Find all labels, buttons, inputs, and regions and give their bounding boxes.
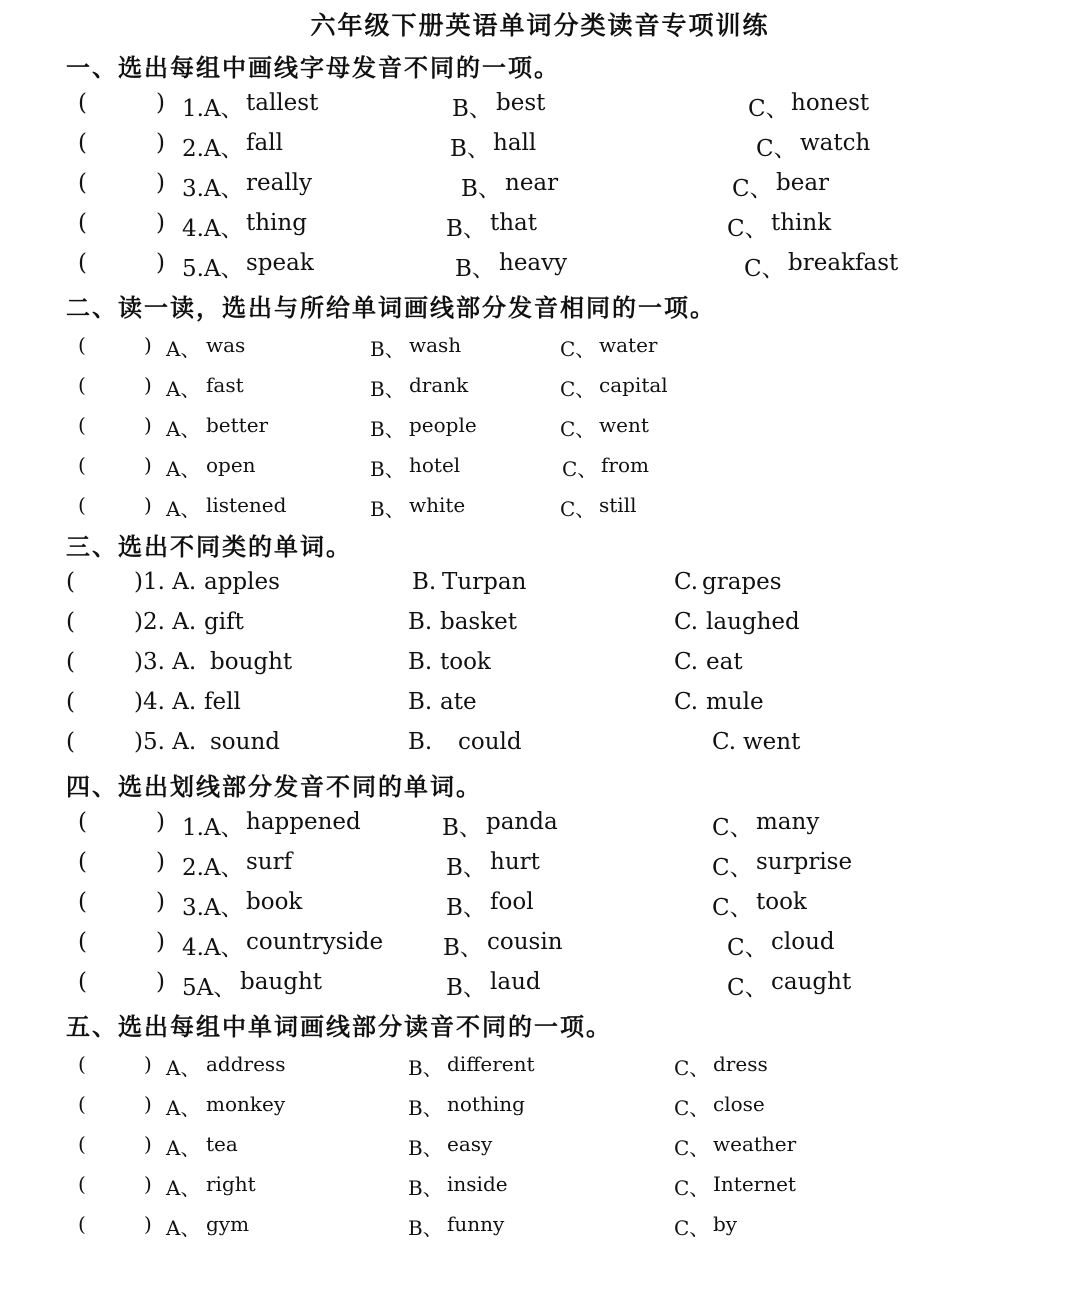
option-b-label: B、 [446,895,486,921]
answer-paren-open: ( [66,729,75,755]
question-row [0,1092,1080,1128]
option-c-label: C、 [560,417,596,441]
option-b: that [490,210,538,236]
answer-paren-open: ( [66,649,75,675]
option-b: wash [409,333,462,357]
option-c-label: C、 [674,1176,710,1200]
option-b-label: B、 [446,975,486,1001]
question-row [0,1172,1080,1208]
question-number: )5. A. [134,729,197,755]
question-number: 5.A、 [182,256,244,282]
option-b: nothing [447,1092,525,1116]
option-c-label: C、 [674,1096,710,1120]
answer-paren-close: ) [144,493,152,517]
option-c: think [771,210,832,236]
option-c-label: C、 [674,1136,710,1160]
option-b-label: B、 [452,96,492,122]
option-c-label: C、 [744,256,785,282]
option-c-label: C、 [712,895,753,921]
option-b-label: B、 [408,1176,443,1200]
option-b-label: B. [408,729,433,755]
question-row [0,373,1080,409]
answer-paren-close: ) [156,130,165,156]
answer-paren-open: ( [78,453,86,477]
option-a: thing [246,210,307,236]
section-2-heading: 二、读一读，选出与所给单词画线部分发音相同的一项。 [66,293,716,322]
option-a-label: A、 [166,457,201,481]
option-c-label: C、 [560,497,596,521]
option-c-label: C、 [748,96,789,122]
option-c: watch [800,130,871,156]
option-b: cousin [487,929,563,955]
question-row [0,90,1080,126]
option-a: open [206,453,256,477]
option-c-label: C、 [674,1056,710,1080]
option-c: cloud [771,929,835,955]
option-b-label: B、 [370,377,405,401]
option-b-label: B、 [443,935,483,961]
question-number: )2. A. [134,609,197,635]
answer-paren-close: ) [144,1172,152,1196]
option-a: baught [240,969,323,995]
answer-paren-close: ) [156,210,165,236]
question-row [0,609,1080,645]
option-b-label: B、 [370,457,405,481]
option-c: by [713,1212,738,1236]
option-c-label: C、 [727,975,768,1001]
page-title: 六年级下册英语单词分类读音专项训练 [310,11,770,40]
option-b-label: B、 [446,216,486,242]
option-c: weather [713,1132,797,1156]
option-a: surf [246,849,293,875]
option-b-label: B、 [461,176,501,202]
question-row [0,889,1080,925]
option-b-label: B、 [442,815,482,841]
question-row [0,1132,1080,1168]
answer-paren-open: ( [78,809,87,835]
option-c: many [756,809,820,835]
answer-paren-close: ) [156,969,165,995]
question-number: )1. A. [134,569,197,595]
option-b-label: B、 [408,1136,443,1160]
option-b-label: B、 [370,417,405,441]
option-c: went [599,413,649,437]
option-c-label: C、 [727,216,768,242]
option-b: ate [440,689,477,715]
option-a-label: A、 [166,1056,201,1080]
answer-paren-open: ( [78,889,87,915]
option-c-label: C. [712,729,737,755]
answer-paren-open: ( [78,1212,86,1236]
option-a-label: A、 [166,1176,201,1200]
option-a: fast [206,373,244,397]
answer-paren-close: ) [144,1132,152,1156]
option-a: tallest [246,90,319,116]
question-row [0,689,1080,725]
option-a: countryside [246,929,384,955]
option-b: could [458,729,522,755]
option-a: fell [204,689,241,715]
section-5-heading: 五、选出每组中单词画线部分读音不同的一项。 [66,1012,612,1041]
option-a: book [246,889,303,915]
question-row [0,569,1080,605]
option-a: fall [246,130,283,156]
question-number: 2.A、 [182,136,244,162]
option-b-label: B. [408,609,433,635]
option-c: caught [771,969,852,995]
question-number: )4. A. [134,689,197,715]
option-c: from [601,453,649,477]
answer-paren-open: ( [66,569,75,595]
option-b: laud [490,969,541,995]
answer-paren-close: ) [144,413,152,437]
option-c: honest [791,90,870,116]
question-number: 3.A、 [182,176,244,202]
option-a: tea [206,1132,238,1156]
option-b: took [440,649,491,675]
question-number: 2.A、 [182,855,244,881]
option-c: went [743,729,801,755]
section-3-heading: 三、选出不同类的单词。 [66,532,352,561]
question-row [0,170,1080,206]
option-c-label: C. [674,609,699,635]
answer-paren-open: ( [78,1172,86,1196]
option-a: gym [206,1212,250,1236]
option-a: sound [210,729,280,755]
option-a-label: A、 [166,337,201,361]
option-c-label: C、 [560,337,596,361]
answer-paren-open: ( [78,1052,86,1076]
option-b-label: B. [408,649,433,675]
answer-paren-open: ( [78,493,86,517]
option-b: people [409,413,477,437]
question-row [0,453,1080,489]
option-c: surprise [756,849,853,875]
answer-paren-close: ) [144,1092,152,1116]
option-a: right [206,1172,256,1196]
answer-paren-open: ( [78,170,87,196]
option-b: hurt [490,849,540,875]
question-row [0,493,1080,529]
option-b: fool [490,889,534,915]
option-b: Turpan [442,569,527,595]
option-c: breakfast [788,250,899,276]
answer-paren-close: ) [144,333,152,357]
answer-paren-open: ( [78,250,87,276]
answer-paren-open: ( [78,90,87,116]
answer-paren-close: ) [156,90,165,116]
option-a-label: A、 [166,497,201,521]
answer-paren-close: ) [156,809,165,835]
question-row [0,849,1080,885]
option-c: water [599,333,658,357]
question-number: 3.A、 [182,895,244,921]
option-c: grapes [702,569,782,595]
option-c: Internet [713,1172,796,1196]
question-number: )3. A. [134,649,197,675]
option-c: dress [713,1052,768,1076]
answer-paren-open: ( [78,373,86,397]
option-a: better [206,413,269,437]
option-c-label: C、 [560,377,596,401]
option-b-label: B、 [446,855,486,881]
option-c: took [756,889,807,915]
answer-paren-close: ) [144,1052,152,1076]
option-a: happened [246,809,361,835]
option-a: gift [204,609,244,635]
option-c: still [599,493,637,517]
option-c-label: C. [674,689,699,715]
answer-paren-close: ) [144,1212,152,1236]
option-b-label: B、 [455,256,495,282]
option-b-label: B、 [370,497,405,521]
answer-paren-open: ( [78,333,86,357]
section-4-heading: 四、选出划线部分发音不同的单词。 [66,772,482,801]
question-row [0,1052,1080,1088]
question-row [0,809,1080,845]
option-c-label: C、 [712,855,753,881]
option-c: laughed [706,609,800,635]
option-c: bear [776,170,830,196]
question-number: 5A、 [182,975,237,1001]
question-row [0,729,1080,765]
question-row [0,413,1080,449]
question-row [0,1212,1080,1248]
answer-paren-close: ) [156,849,165,875]
answer-paren-open: ( [78,413,86,437]
option-b-label: B、 [408,1056,443,1080]
option-c-label: C、 [756,136,797,162]
question-row [0,210,1080,246]
option-b-label: B、 [450,136,490,162]
option-a-label: A、 [166,1096,201,1120]
option-b: white [409,493,466,517]
question-number: 1.A、 [182,96,244,122]
answer-paren-close: ) [156,170,165,196]
option-b: hotel [409,453,461,477]
option-a: address [206,1052,286,1076]
option-b: near [505,170,559,196]
option-c-label: C、 [562,457,598,481]
option-a-label: A、 [166,417,201,441]
option-b: funny [447,1212,505,1236]
answer-paren-open: ( [78,969,87,995]
option-b: drank [409,373,469,397]
answer-paren-open: ( [78,1132,86,1156]
question-row [0,333,1080,369]
option-b: best [496,90,546,116]
question-number: 1.A、 [182,815,244,841]
option-a: bought [210,649,293,675]
answer-paren-open: ( [78,929,87,955]
option-a: apples [204,569,280,595]
answer-paren-open: ( [78,130,87,156]
option-a: really [246,170,313,196]
option-a: was [206,333,246,357]
option-b: different [447,1052,535,1076]
option-c-label: C、 [732,176,773,202]
answer-paren-close: ) [144,373,152,397]
option-b-label: B、 [408,1216,443,1240]
option-c-label: C、 [727,935,768,961]
option-a-label: A、 [166,377,201,401]
answer-paren-open: ( [78,1092,86,1116]
answer-paren-open: ( [78,849,87,875]
section-1-heading: 一、选出每组中画线字母发音不同的一项。 [66,53,560,82]
option-b-label: B、 [370,337,405,361]
option-b-label: B. [408,689,433,715]
option-a-label: A、 [166,1136,201,1160]
option-c: close [713,1092,765,1116]
option-b: heavy [499,250,568,276]
option-b: hall [493,130,537,156]
option-b-label: B. [412,569,437,595]
question-row [0,649,1080,685]
option-a: monkey [206,1092,286,1116]
question-number: 4.A、 [182,935,244,961]
option-b: easy [447,1132,493,1156]
option-c: capital [599,373,668,397]
question-row [0,250,1080,286]
option-c: eat [706,649,743,675]
answer-paren-open: ( [66,689,75,715]
option-b: panda [486,809,558,835]
answer-paren-close: ) [156,929,165,955]
question-number: 4.A、 [182,216,244,242]
question-row [0,130,1080,166]
option-b: inside [447,1172,508,1196]
option-c: mule [706,689,764,715]
answer-paren-open: ( [66,609,75,635]
answer-paren-close: ) [156,250,165,276]
question-row [0,969,1080,1005]
answer-paren-close: ) [156,889,165,915]
option-b-label: B、 [408,1096,443,1120]
option-a: listened [206,493,287,517]
option-c-label: C、 [712,815,753,841]
option-b: basket [440,609,518,635]
option-c-label: C. [674,649,699,675]
answer-paren-close: ) [144,453,152,477]
option-c-label: C、 [674,1216,710,1240]
answer-paren-open: ( [78,210,87,236]
question-row [0,929,1080,965]
option-a: speak [246,250,314,276]
option-c-label: C. [674,569,699,595]
option-a-label: A、 [166,1216,201,1240]
